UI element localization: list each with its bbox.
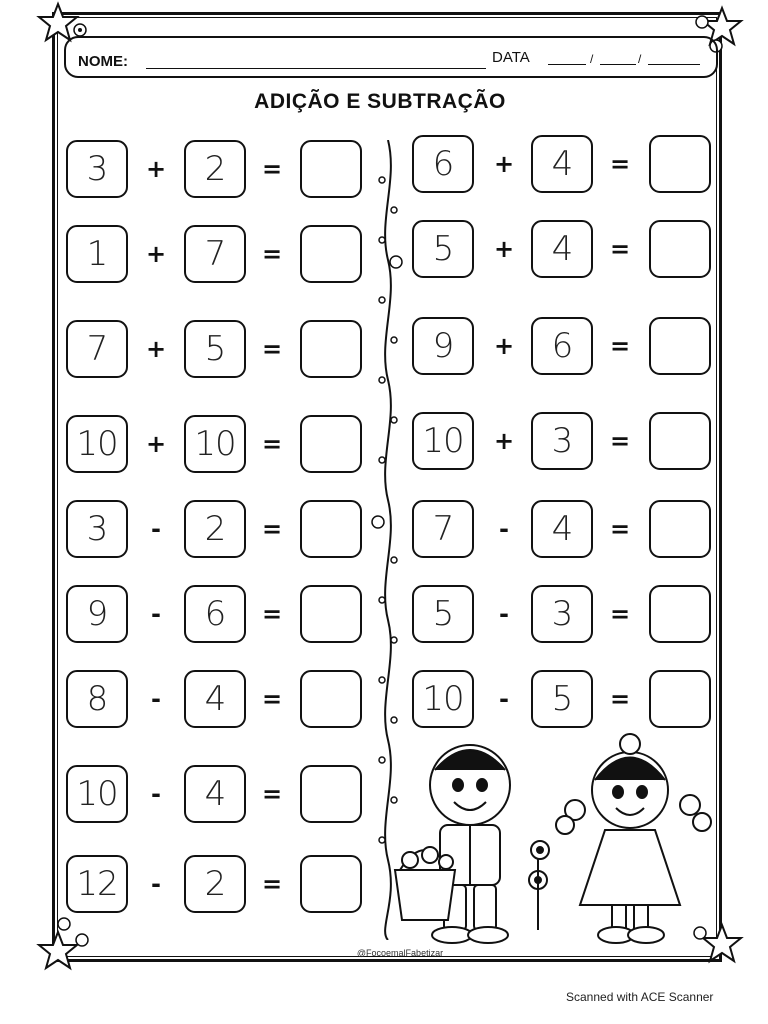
answer-box[interactable] — [300, 320, 362, 378]
operator-sign: - — [151, 515, 161, 543]
equals-sign: = — [261, 870, 283, 898]
answer-box[interactable] — [649, 585, 711, 643]
equals-sign: = — [261, 600, 283, 628]
second-operand-box: 2 — [184, 855, 246, 913]
equals-sign: = — [609, 685, 631, 713]
operator-sign: - — [499, 515, 509, 543]
answer-box[interactable] — [649, 135, 711, 193]
first-operand-box: 3 — [66, 140, 128, 198]
operator-sign: + — [145, 155, 167, 183]
operator-sign: - — [499, 600, 509, 628]
equals-sign: = — [609, 427, 631, 455]
first-operand-box: 12 — [66, 855, 128, 913]
operator-sign: - — [151, 780, 161, 808]
first-operand-box: 7 — [66, 320, 128, 378]
operator-sign: + — [493, 150, 515, 178]
first-operand-box: 6 — [412, 135, 474, 193]
first-operand-box: 10 — [412, 670, 474, 728]
second-operand-box: 7 — [184, 225, 246, 283]
second-operand-box: 5 — [531, 670, 593, 728]
answer-box[interactable] — [300, 585, 362, 643]
answer-box[interactable] — [300, 500, 362, 558]
operator-sign: + — [493, 235, 515, 263]
equals-sign: = — [261, 335, 283, 363]
date-year-field[interactable] — [648, 64, 700, 65]
star-icon — [36, 910, 100, 974]
answer-box[interactable] — [300, 225, 362, 283]
first-operand-box: 9 — [412, 317, 474, 375]
first-operand-box: 10 — [66, 765, 128, 823]
equals-sign: = — [609, 515, 631, 543]
first-operand-box: 9 — [66, 585, 128, 643]
equals-sign: = — [261, 155, 283, 183]
equals-sign: = — [261, 515, 283, 543]
operator-sign: + — [145, 240, 167, 268]
equals-sign: = — [261, 685, 283, 713]
answer-box[interactable] — [300, 670, 362, 728]
operator-sign: - — [499, 685, 509, 713]
answer-box[interactable] — [300, 140, 362, 198]
second-operand-box: 6 — [531, 317, 593, 375]
second-operand-box: 4 — [184, 765, 246, 823]
equals-sign: = — [609, 332, 631, 360]
operator-sign: + — [493, 427, 515, 455]
name-date-box — [64, 36, 718, 78]
worksheet-title: ADIÇÃO E SUBTRAÇÃO — [254, 90, 506, 113]
equals-sign: = — [609, 235, 631, 263]
children-with-flowers-illustration — [380, 730, 720, 950]
answer-box[interactable] — [300, 855, 362, 913]
date-separator: / — [638, 52, 642, 66]
answer-box[interactable] — [649, 500, 711, 558]
operator-sign: + — [145, 335, 167, 363]
second-operand-box: 6 — [184, 585, 246, 643]
second-operand-box: 4 — [531, 220, 593, 278]
operator-sign: - — [151, 685, 161, 713]
name-label: NOME: — [78, 53, 128, 70]
equals-sign: = — [609, 150, 631, 178]
answer-box[interactable] — [649, 670, 711, 728]
equals-sign: = — [261, 780, 283, 808]
answer-box[interactable] — [649, 412, 711, 470]
equals-sign: = — [261, 430, 283, 458]
date-day-field[interactable] — [548, 64, 586, 65]
date-label: DATA — [492, 49, 530, 66]
second-operand-box: 4 — [184, 670, 246, 728]
second-operand-box: 3 — [531, 412, 593, 470]
second-operand-box: 10 — [184, 415, 246, 473]
second-operand-box: 5 — [184, 320, 246, 378]
first-operand-box: 5 — [412, 220, 474, 278]
answer-box[interactable] — [300, 765, 362, 823]
first-operand-box: 10 — [66, 415, 128, 473]
first-operand-box: 8 — [66, 670, 128, 728]
operator-sign: - — [151, 870, 161, 898]
operator-sign: - — [151, 600, 161, 628]
first-operand-box: 1 — [66, 225, 128, 283]
date-month-field[interactable] — [600, 64, 636, 65]
answer-box[interactable] — [300, 415, 362, 473]
second-operand-box: 3 — [531, 585, 593, 643]
first-operand-box: 5 — [412, 585, 474, 643]
date-separator: / — [590, 52, 594, 66]
answer-box[interactable] — [649, 220, 711, 278]
answer-box[interactable] — [649, 317, 711, 375]
first-operand-box: 7 — [412, 500, 474, 558]
operator-sign: + — [145, 430, 167, 458]
second-operand-box: 2 — [184, 140, 246, 198]
first-operand-box: 3 — [66, 500, 128, 558]
second-operand-box: 2 — [184, 500, 246, 558]
equals-sign: = — [261, 240, 283, 268]
first-operand-box: 10 — [412, 412, 474, 470]
second-operand-box: 4 — [531, 135, 593, 193]
operator-sign: + — [493, 332, 515, 360]
name-field[interactable] — [146, 68, 486, 69]
scanner-watermark: Scanned with ACE Scanner — [566, 990, 714, 1004]
credit-handle: @FocoemalFabetizar — [356, 948, 444, 958]
second-operand-box: 4 — [531, 500, 593, 558]
equals-sign: = — [609, 600, 631, 628]
flower-icon — [74, 24, 86, 36]
